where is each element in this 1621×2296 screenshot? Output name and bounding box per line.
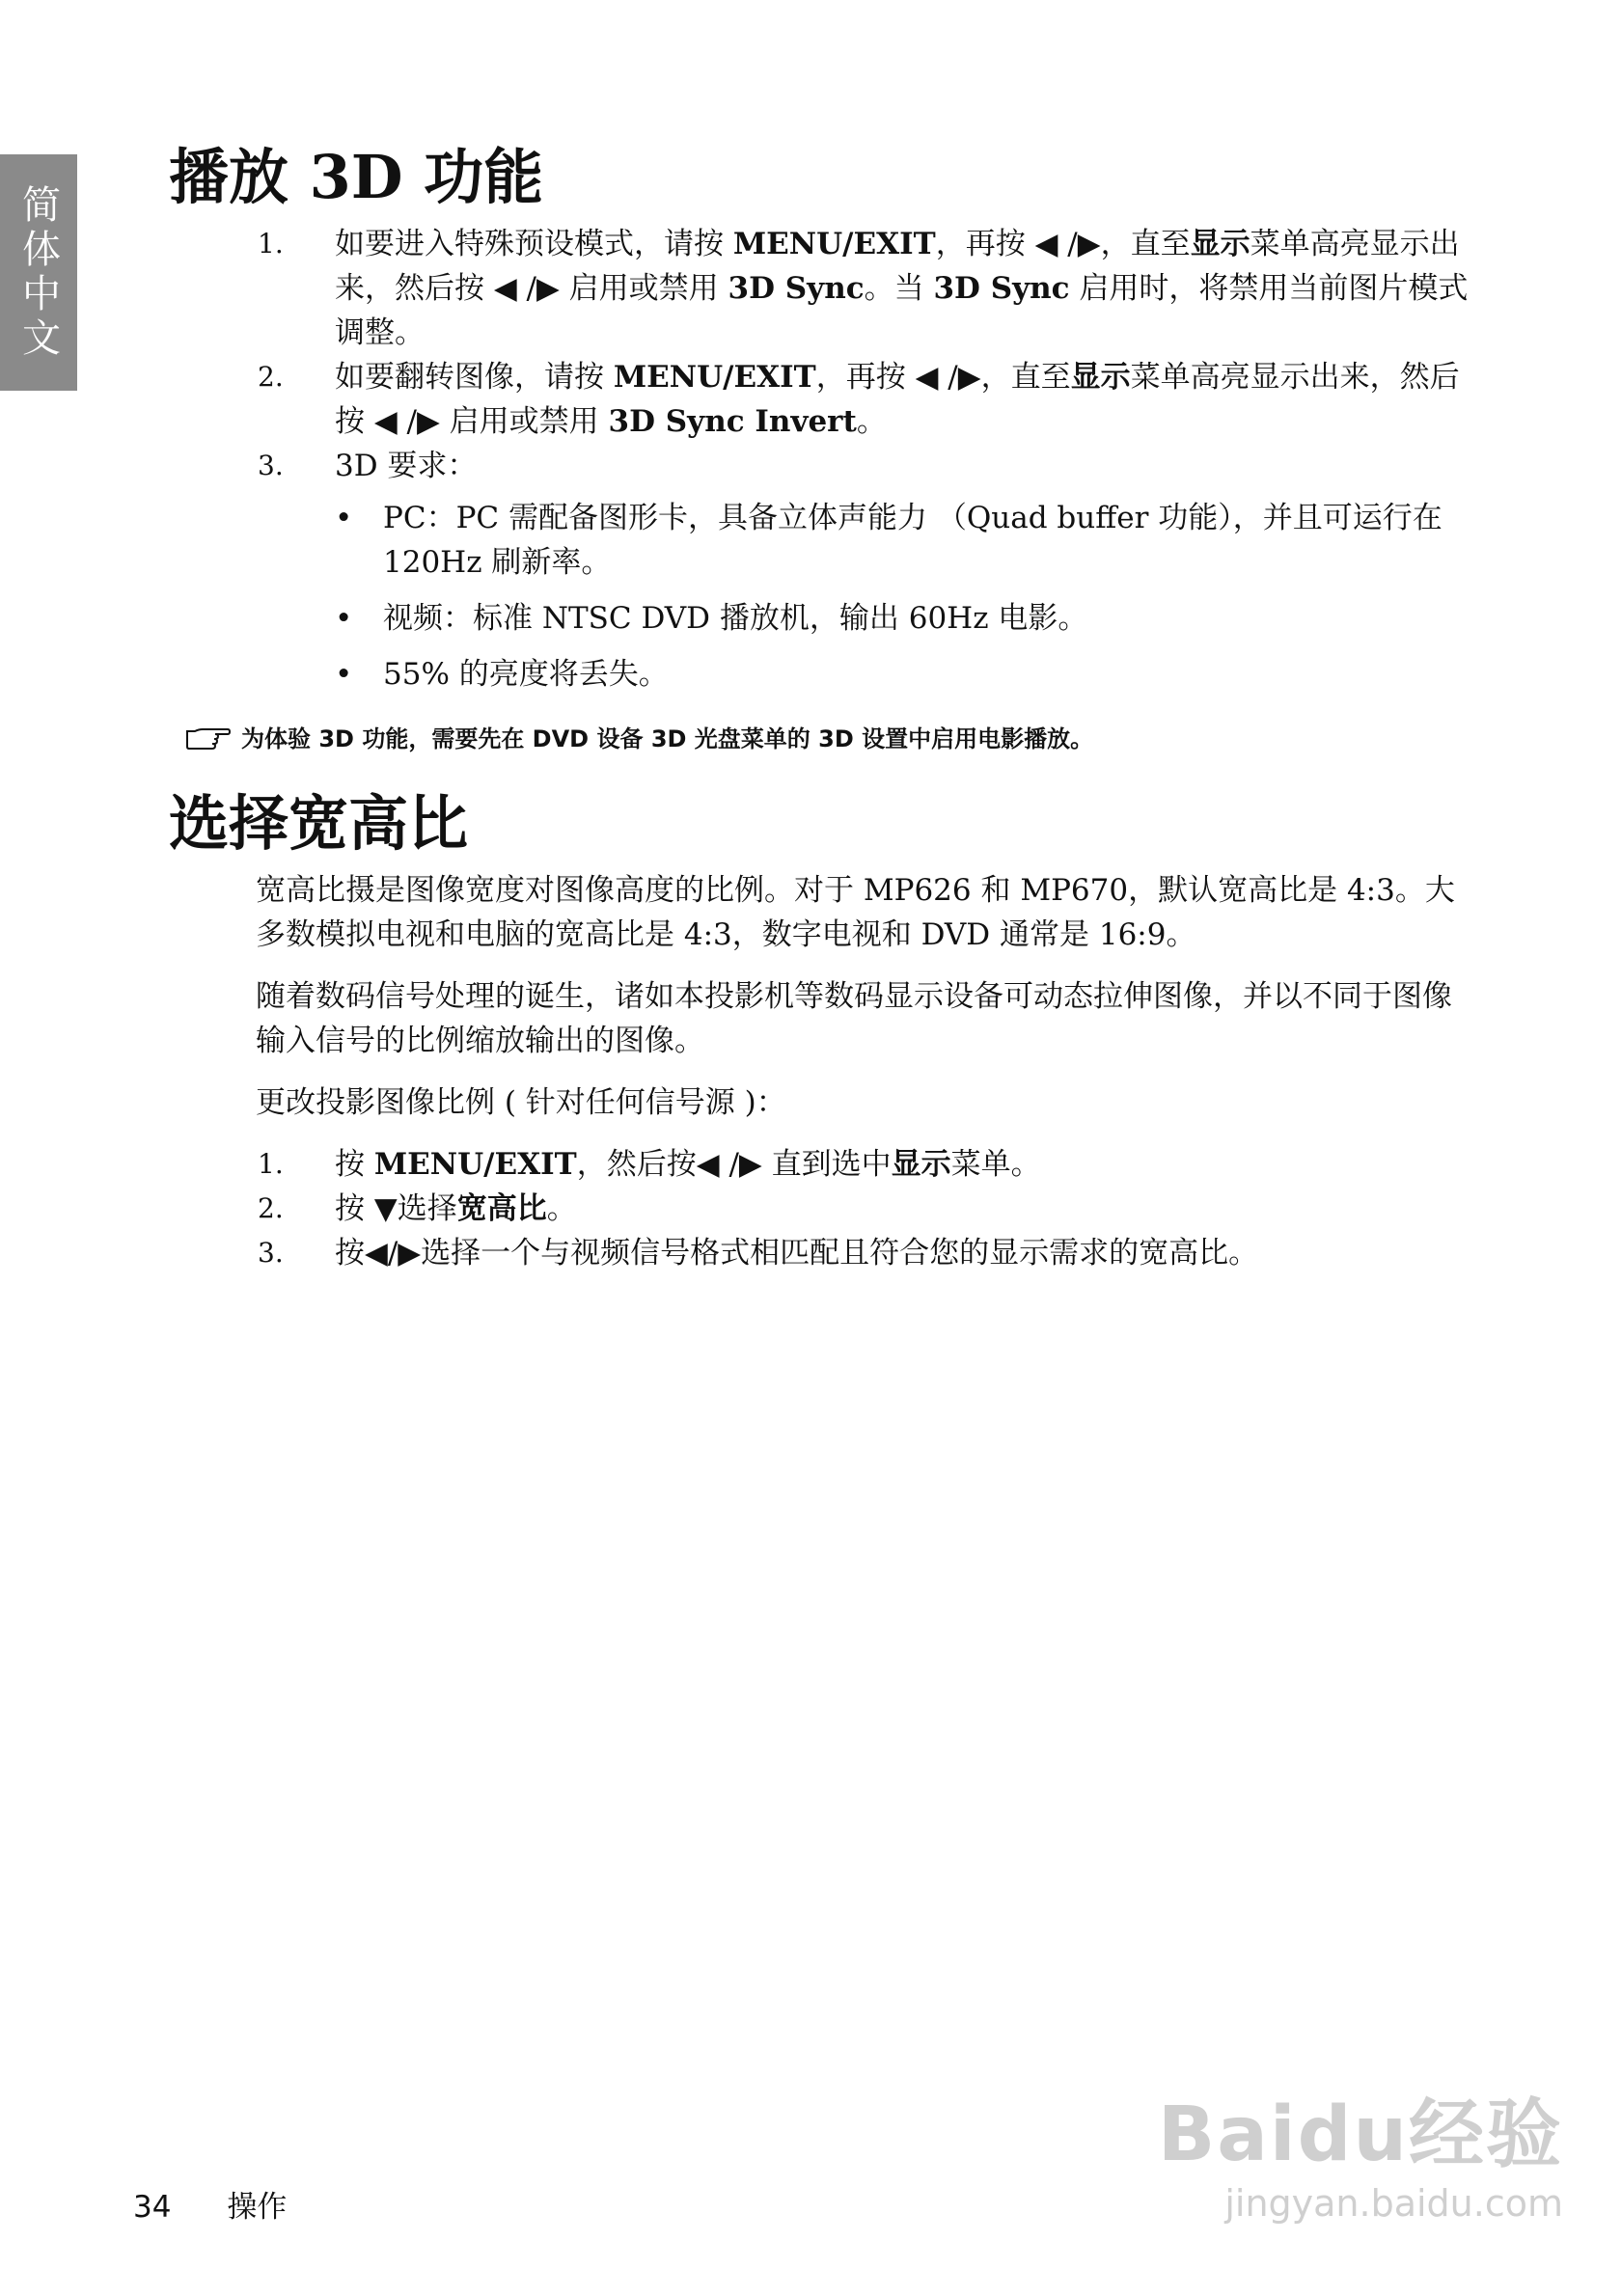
bullet-dot-icon: • — [335, 501, 353, 535]
watermark — [1158, 2074, 1563, 2225]
watermark-url: jingyan.baidu.com — [1224, 2182, 1563, 2225]
note-text: 为体验 3D 功能，需要先在 DVD 设备 3D 光盘菜单的 3D 设置中启用电影播放。 — [241, 725, 1094, 752]
list-item — [169, 1187, 1481, 1231]
note — [183, 720, 1093, 753]
bullet-dot-icon: • — [335, 657, 353, 692]
footer — [133, 2182, 287, 2226]
paragraph: 宽高比摄是图像宽度对图像高度的比例。对于 MP626 和 MP670，默认宽高比是 4:3。大多数模拟电视和电脑的宽高比是 4:3，数字电视和 DVD 通常是 16:9。 — [256, 873, 1455, 952]
item-number: 2. — [258, 361, 284, 393]
list-item — [169, 444, 1481, 488]
display-menu-label: 显示 — [891, 1147, 951, 1182]
text: 菜单高亮显示出来，然后按 ◀ /▶ 启用或禁用 — [335, 227, 1460, 306]
text: 。 — [546, 1191, 577, 1226]
text: ，然后按◀ /▶ 直到选中 — [576, 1147, 892, 1182]
list-item — [169, 1142, 1481, 1187]
menu-exit-key: MENU/EXIT — [732, 227, 936, 261]
section-aspect-body — [169, 868, 1481, 1275]
aspect-ratio-label: 宽高比 — [456, 1191, 547, 1226]
watermark-logo: Baidu经验 — [1157, 2091, 1563, 2178]
menu-exit-key: MENU/EXIT — [373, 1147, 577, 1182]
footer-section: 操作 — [227, 2190, 288, 2225]
text: 3D 要求： — [335, 449, 478, 483]
item-number: 2. — [258, 1192, 284, 1224]
list-item — [169, 222, 1481, 355]
display-menu-label: 显示 — [1070, 360, 1131, 395]
text: 启用时，将禁用当前图片模式调整。 — [335, 271, 1469, 350]
3d-sync-label: 3D Sync — [933, 271, 1070, 306]
text: 按 ▼选择 — [335, 1191, 457, 1226]
text: 55% 的亮度将丢失。 — [383, 657, 669, 692]
paragraph: 更改投影图像比例 ( 针对任何信号源 )： — [256, 1085, 786, 1120]
item-number: 3. — [258, 1237, 284, 1269]
steps-aspect — [169, 1142, 1481, 1275]
paragraph: 随着数码信号处理的诞生，诸如本投影机等数码显示设备可动态拉伸图像，并以不同于图像输入信号的比例缩放输出的图像。 — [256, 979, 1452, 1058]
text: 如要翻转图像，请按 — [335, 360, 614, 395]
pointing-hand-icon — [183, 722, 232, 752]
text: ，再按 ◀ /▶，直至 — [815, 360, 1071, 395]
text: ，再按 ◀ /▶，直至 — [935, 227, 1191, 261]
item-number: 3. — [258, 450, 284, 481]
text: PC：PC 需配备图形卡，具备立体声能力 （Quad buffer 功能），并且可运行在 120Hz 刷新率。 — [383, 501, 1442, 580]
steps-3d — [169, 222, 1481, 488]
text: 。 — [856, 404, 887, 439]
item-number: 1. — [258, 1148, 284, 1180]
text: 如要进入特殊预设模式，请按 — [335, 227, 733, 261]
requirements-list — [169, 496, 1481, 697]
bullet-item — [169, 496, 1481, 585]
3d-sync-invert-label: 3D Sync Invert — [608, 404, 857, 439]
3d-sync-label: 3D Sync — [728, 271, 865, 306]
bullet-item — [169, 596, 1481, 641]
page-number: 34 — [133, 2190, 172, 2225]
text: 按 — [335, 1147, 374, 1182]
list-item — [169, 355, 1481, 444]
bullet-dot-icon: • — [335, 601, 353, 636]
bullet-item — [169, 652, 1481, 697]
text: 按◀/▶选择一个与视频信号格式相匹配且符合您的显示需求的宽高比。 — [335, 1236, 1259, 1271]
text: 。当 — [864, 271, 934, 306]
section-title-3d: 播放 3D 功能 — [169, 142, 544, 212]
menu-exit-key: MENU/EXIT — [613, 360, 816, 395]
language-tab: 简体中文 — [0, 154, 77, 391]
display-menu-label: 显示 — [1190, 227, 1250, 261]
section-3d-body — [169, 222, 1481, 708]
list-item — [169, 1231, 1481, 1275]
text: 视频：标准 NTSC DVD 播放机，输出 60Hz 电影。 — [383, 601, 1088, 636]
item-number: 1. — [258, 228, 284, 260]
text: 菜单。 — [950, 1147, 1041, 1182]
text: 菜单高亮显示出来，然后按 ◀ /▶ 启用或禁用 — [335, 360, 1460, 439]
section-title-aspect: 选择宽高比 — [169, 788, 469, 859]
